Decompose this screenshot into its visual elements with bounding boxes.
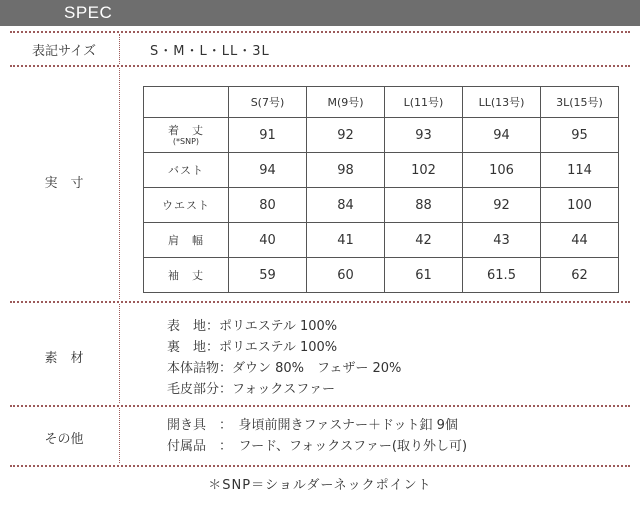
actual-label: 実 寸	[44, 176, 84, 191]
separator-actual	[10, 301, 630, 303]
row-label: バスト	[144, 153, 229, 188]
material-line: 裏 地：ポリエステル 100%	[167, 340, 338, 355]
table-cell: 88	[385, 188, 463, 223]
divider-actual	[119, 68, 120, 299]
table-cell: 94	[463, 118, 541, 153]
table-row	[144, 153, 619, 188]
display-size-label: 表記サイズ	[32, 44, 96, 59]
table-cell: 80	[229, 188, 307, 223]
table-cell: 59	[229, 258, 307, 293]
divider-size	[119, 34, 120, 64]
row-label: ウエスト	[144, 188, 229, 223]
row-label: 肩 幅	[144, 223, 229, 258]
column-header: LL(13号)	[463, 87, 541, 118]
table-cell: 60	[307, 258, 385, 293]
row-label-sub: (*SNP)	[172, 136, 200, 146]
measurement-table	[143, 86, 619, 293]
table-cell: 94	[229, 153, 307, 188]
separator-material	[10, 405, 630, 407]
table-cell: 40	[229, 223, 307, 258]
separator-top	[10, 31, 630, 33]
column-header: M(9号)	[307, 87, 385, 118]
material-line: 本体詰物：ダウン 80% フェザー 20%	[167, 361, 402, 376]
table-cell: 106	[463, 153, 541, 188]
spec-header-bar	[0, 0, 640, 26]
table-corner	[144, 87, 229, 118]
other-line: 付属品 ： フード、フォックスファー(取り外し可)	[167, 439, 468, 454]
material-line: 表 地：ポリエステル 100%	[167, 319, 338, 334]
table-row	[144, 188, 619, 223]
table-cell: 92	[463, 188, 541, 223]
table-cell: 93	[385, 118, 463, 153]
spec-title: SPEC	[64, 3, 113, 22]
table-cell: 61	[385, 258, 463, 293]
material-list	[167, 316, 401, 400]
table-cell: 44	[541, 223, 619, 258]
material-line: 毛皮部分：フォックスファー	[167, 382, 335, 397]
table-row	[144, 258, 619, 293]
table-cell: 62	[541, 258, 619, 293]
table-cell: 91	[229, 118, 307, 153]
table-header-row	[144, 87, 619, 118]
divider-other	[119, 408, 120, 463]
table-row	[144, 223, 619, 258]
table-cell: 42	[385, 223, 463, 258]
column-header: S(7号)	[229, 87, 307, 118]
other-label: その他	[44, 432, 84, 447]
table-cell: 84	[307, 188, 385, 223]
table-cell: 61.5	[463, 258, 541, 293]
table-cell: 92	[307, 118, 385, 153]
table-cell: 41	[307, 223, 385, 258]
table-cell: 100	[541, 188, 619, 223]
table-cell: 43	[463, 223, 541, 258]
table-cell: 102	[385, 153, 463, 188]
snp-footnote: ＊SNP＝ショルダーネックポイント	[208, 478, 432, 493]
separator-other	[10, 465, 630, 467]
table-cell: 114	[541, 153, 619, 188]
material-label: 素 材	[44, 351, 84, 366]
row-label-main: 着 丈	[168, 123, 204, 137]
separator-size	[10, 65, 630, 67]
table-row	[144, 118, 619, 153]
other-list	[167, 415, 467, 457]
column-header: 3L(15号)	[541, 87, 619, 118]
table-cell: 95	[541, 118, 619, 153]
other-line: 開き具 ： 身頃前開きファスナー＋ドット釦 9個	[167, 418, 458, 433]
display-size-value: S・M・L・LL・3L	[150, 44, 270, 59]
table-cell: 98	[307, 153, 385, 188]
divider-material	[119, 304, 120, 403]
row-label	[144, 118, 229, 153]
row-label: 袖 丈	[144, 258, 229, 293]
column-header: L(11号)	[385, 87, 463, 118]
